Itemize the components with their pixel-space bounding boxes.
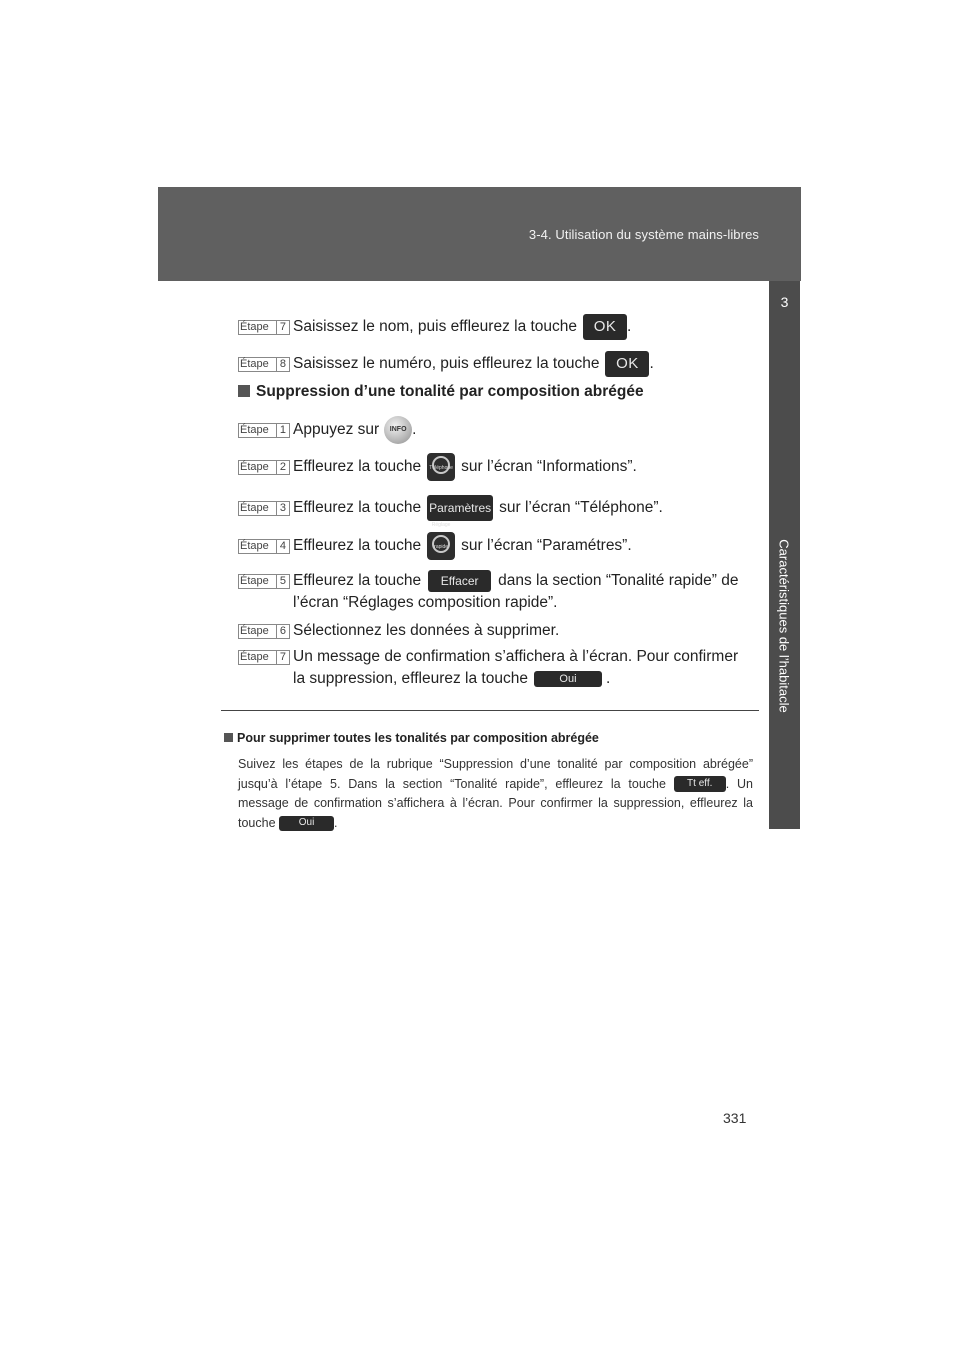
quick-settings-icon: Réglage rapide — [427, 532, 455, 560]
step-text: Effleurez la touche — [293, 572, 422, 589]
step-text: Effleurez la touche — [293, 537, 422, 554]
note-body: Suivez les étapes de la rubrique “Suppression d’une tonalité par composition abrégée” jusqu’à l’étape 5. Dans la section “Tonalité rapide”, effleurez la touche Tt eff. . Un message de confirmation s’affichera à l’écran. Pour confirmer la suppression, effleurez la touche Oui . — [238, 757, 753, 830]
step-6 — [238, 620, 559, 642]
step-4: Étape 4 Effleurez la touche Réglage rapide sur l’écran “Paramétres”. — [238, 532, 632, 560]
header-band — [158, 187, 801, 281]
section-title: Suppression d’une tonalité par composition abrégée — [238, 383, 644, 401]
step-badge: Étape 4 — [238, 539, 290, 554]
chapter-label: Caractéristiques de l’habitacle — [776, 539, 792, 713]
chapter-side-tab — [769, 281, 800, 829]
square-bullet-icon — [224, 733, 233, 742]
step-badge: Étape 2 — [238, 460, 290, 475]
oui-button: Oui — [279, 816, 334, 831]
step-badge: Étape 1 — [238, 423, 290, 438]
ok-button: OK — [583, 314, 627, 340]
step-1: Étape 1 Appuyez sur INFO . — [238, 416, 416, 444]
info-button-icon: INFO — [384, 416, 412, 444]
step-badge: Étape 5 — [238, 574, 290, 589]
step-top-8: Étape 8 Saisissez le numéro, puis effleurez la touche OK . — [238, 351, 654, 377]
step-badge: Étape 7 — [238, 650, 290, 665]
step-badge: Étape 3 — [238, 501, 290, 516]
step-top-7: Étape 7 Saisissez le nom, puis effleurez la touche OK . — [238, 314, 631, 340]
step-badge: Étape 8 — [238, 357, 290, 372]
telephone-icon: Téléphone — [427, 453, 455, 481]
step-2: Étape 2 Effleurez la touche Téléphone sur l’écran “Informations”. — [238, 453, 637, 481]
section-header-title: 3-4. Utilisation du système mains-libres — [528, 227, 759, 242]
step-badge: Étape 6 — [238, 624, 290, 639]
step-7 — [238, 646, 738, 690]
step-5: Étape 5 Effleurez la touche Effacer dans la section “Tonalité rapide” de l’écran “Réglages composition rapide”. — [238, 570, 739, 614]
section-divider — [221, 710, 759, 711]
step-text: Effleurez la touche — [293, 499, 422, 516]
effacer-button: Effacer — [428, 570, 491, 592]
step-text-continued: la suppression, effleurez la touche Oui . — [293, 670, 611, 687]
step-3: Étape 3 Effleurez la touche Paramètres sur l’écran “Téléphone”. — [238, 495, 663, 521]
step-text: Saisissez le numéro, puis effleurez la touche — [293, 355, 600, 372]
page-number: 331 — [723, 1110, 747, 1126]
square-bullet-icon — [238, 385, 250, 397]
step-text: Un message de confirmation s’affichera à l’écran. Pour confirmer — [293, 648, 739, 665]
step-badge: Étape 7 — [238, 320, 290, 335]
parametres-button: Paramètres — [427, 495, 493, 521]
chapter-number: 3 — [780, 294, 789, 310]
note-title: Pour supprimer toutes les tonalités par composition abrégée — [224, 731, 599, 745]
ok-button: OK — [605, 351, 649, 377]
step-text: Effleurez la touche — [293, 458, 422, 475]
tout-effacer-button: Tt eff. — [674, 776, 726, 792]
oui-button: Oui — [534, 671, 602, 687]
step-text-continued: l’écran “Réglages composition rapide”. — [293, 594, 558, 611]
step-text: Sélectionnez les données à supprimer. — [293, 622, 560, 639]
step-text: Saisissez le nom, puis effleurez la touche — [293, 318, 578, 335]
step-text: Appuyez sur — [293, 421, 380, 438]
